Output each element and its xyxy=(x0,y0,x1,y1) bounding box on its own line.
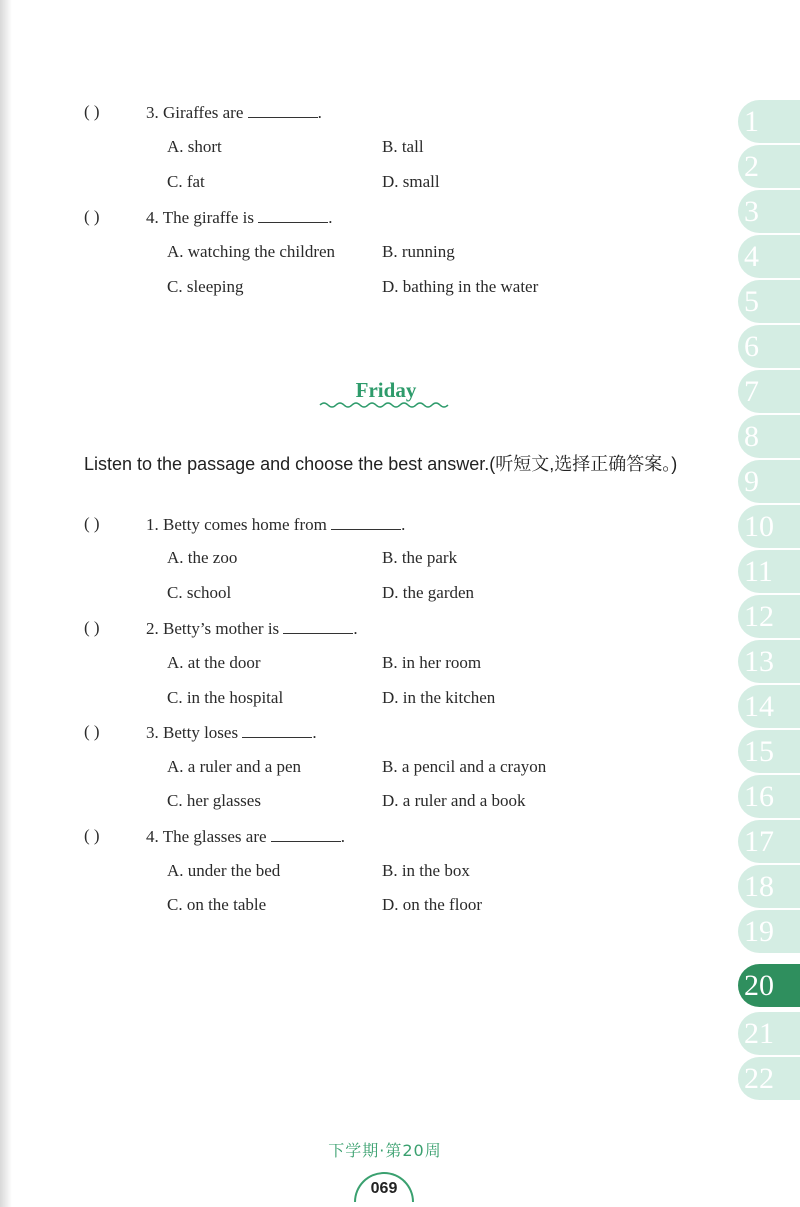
week-tab-10[interactable]: 10 xyxy=(738,505,800,548)
wave-underline-icon xyxy=(318,400,456,410)
week-tab-14[interactable]: 14 xyxy=(738,685,800,728)
answer-paren[interactable]: ( ) xyxy=(84,207,100,226)
week-tab-16[interactable]: 16 xyxy=(738,775,800,818)
option-c: C. her glasses xyxy=(167,791,261,810)
week-tab-17[interactable]: 17 xyxy=(738,820,800,863)
section-title-friday: Friday xyxy=(355,378,417,402)
instruction-text: Listen to the passage and choose the best answer.(听短文,选择正确答案。) xyxy=(84,454,678,474)
option-b: B. in the box xyxy=(382,861,470,880)
week-tab-18[interactable]: 18 xyxy=(738,865,800,908)
option-a: A. at the door xyxy=(167,653,261,672)
option-b: B. the park xyxy=(382,548,458,567)
week-tab-6[interactable]: 6 xyxy=(738,325,800,368)
week-tab-8[interactable]: 8 xyxy=(738,415,800,458)
option-a: A. the zoo xyxy=(167,548,238,567)
week-tab-2[interactable]: 2 xyxy=(738,145,800,188)
option-c: C. fat xyxy=(167,172,205,191)
answer-paren[interactable]: ( ) xyxy=(84,514,100,533)
option-d: D. bathing in the water xyxy=(382,277,539,296)
answer-paren[interactable]: ( ) xyxy=(84,102,100,121)
option-b: B. running xyxy=(382,242,455,261)
option-d: D. the garden xyxy=(382,583,475,602)
option-b: B. in her room xyxy=(382,653,482,672)
week-tab-3[interactable]: 3 xyxy=(738,190,800,233)
option-a: A. watching the children xyxy=(167,242,336,261)
page-number: 069 xyxy=(354,1172,414,1202)
answer-paren[interactable]: ( ) xyxy=(84,826,100,845)
option-a: A. short xyxy=(167,137,222,156)
week-tab-4[interactable]: 4 xyxy=(738,235,800,278)
question-stem: 1. Betty comes home from . xyxy=(146,515,406,534)
option-a: A. a ruler and a pen xyxy=(167,757,302,776)
option-c: C. school xyxy=(167,583,232,602)
week-tab-22[interactable]: 22 xyxy=(738,1057,800,1100)
answer-blank xyxy=(258,207,328,223)
option-c: C. in the hospital xyxy=(167,688,284,707)
week-tab-21[interactable]: 21 xyxy=(738,1012,800,1055)
week-tab-13[interactable]: 13 xyxy=(738,640,800,683)
option-d: D. on the floor xyxy=(382,895,483,914)
option-d: D. a ruler and a book xyxy=(382,791,526,810)
answer-paren[interactable]: ( ) xyxy=(84,618,100,637)
week-tab-11[interactable]: 11 xyxy=(738,550,800,593)
answer-blank xyxy=(242,722,312,738)
footer-section-label: 下学期·第20周 xyxy=(328,1141,442,1160)
binding-edge xyxy=(0,0,12,1207)
week-tab-20-active[interactable]: 20 xyxy=(738,964,800,1007)
question-stem: 4. The giraffe is . xyxy=(146,208,333,227)
question-stem: 3. Giraffes are . xyxy=(146,103,322,122)
week-tab-1[interactable]: 1 xyxy=(738,100,800,143)
question-stem: 4. The glasses are . xyxy=(146,827,346,846)
answer-blank xyxy=(283,618,353,634)
week-tab-12[interactable]: 12 xyxy=(738,595,800,638)
answer-blank xyxy=(271,826,341,842)
week-tab-9[interactable]: 9 xyxy=(738,460,800,503)
question-stem: 3. Betty loses . xyxy=(146,723,317,742)
week-tab-19[interactable]: 19 xyxy=(738,910,800,953)
option-a: A. under the bed xyxy=(167,861,281,880)
answer-blank xyxy=(248,102,318,118)
question-stem: 2. Betty’s mother is . xyxy=(146,619,358,638)
option-b: B. tall xyxy=(382,137,424,156)
week-tab-5[interactable]: 5 xyxy=(738,280,800,323)
answer-paren[interactable]: ( ) xyxy=(84,722,100,741)
week-tab-15[interactable]: 15 xyxy=(738,730,800,773)
option-b: B. a pencil and a crayon xyxy=(382,757,547,776)
option-d: D. in the kitchen xyxy=(382,688,496,707)
option-d: D. small xyxy=(382,172,440,191)
answer-blank xyxy=(331,514,401,530)
week-tab-7[interactable]: 7 xyxy=(738,370,800,413)
option-c: C. on the table xyxy=(167,895,267,914)
option-c: C. sleeping xyxy=(167,277,244,296)
